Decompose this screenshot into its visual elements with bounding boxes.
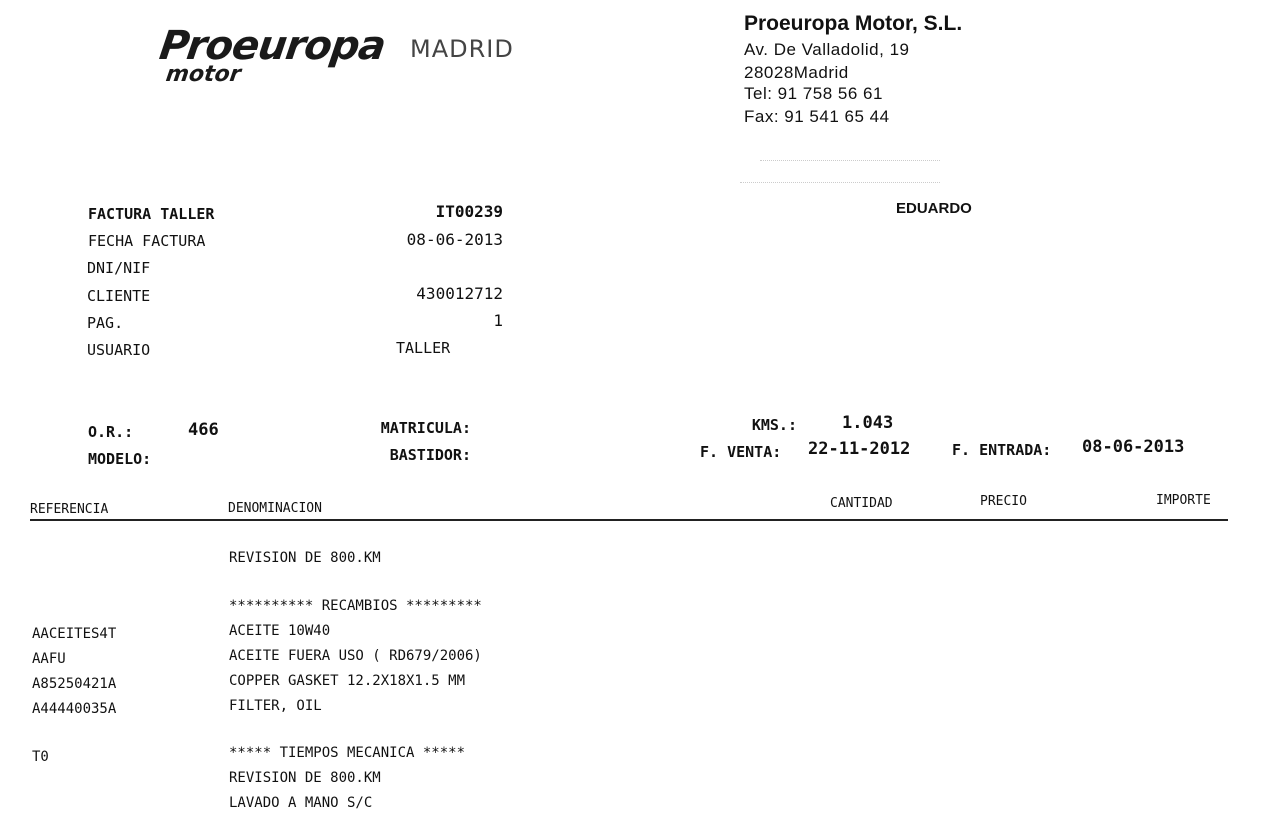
label-kms: KMS.: <box>751 416 797 434</box>
company-fax: Fax: 91 541 65 44 <box>744 107 890 126</box>
f-entrada-value: 08-06-2013 <box>1082 437 1185 457</box>
line-ref: T0 <box>32 749 49 765</box>
company-address: Av. De Valladolid, 19 <box>744 40 910 59</box>
label-dni-nif: DNI/NIF <box>87 259 151 277</box>
label-or: O.R.: <box>88 423 134 441</box>
line-desc: COPPER GASKET 12.2X18X1.5 MM <box>229 673 466 689</box>
col-importe: IMPORTE <box>1156 493 1211 508</box>
invoice-number: IT00239 <box>435 202 503 221</box>
line-ref: AAFU <box>32 651 66 667</box>
line-desc: FILTER, OIL <box>229 698 322 714</box>
company-logo <box>156 23 388 87</box>
f-venta-value: 22-11-2012 <box>808 439 911 459</box>
company-tel: Tel: 91 758 56 61 <box>744 84 883 103</box>
invoice-client: 430012712 <box>416 284 503 303</box>
header-divider <box>30 519 1228 521</box>
line-ref: A44440035A <box>32 701 117 717</box>
faint-stamp-mark <box>760 160 940 162</box>
line-desc: REVISION DE 800.KM <box>229 770 381 786</box>
label-usuario: USUARIO <box>87 341 151 359</box>
label-pag: PAG. <box>87 314 124 332</box>
faint-stamp-mark <box>740 182 940 184</box>
line-desc: LAVADO A MANO S/C <box>229 795 373 811</box>
label-bastidor: BASTIDOR: <box>389 446 471 464</box>
label-f-venta: F. VENTA: <box>700 443 782 461</box>
logo-city: MADRID <box>410 35 514 63</box>
invoice-date: 08-06-2013 <box>406 230 503 249</box>
kms-value: 1.043 <box>842 413 894 433</box>
invoice-user: TALLER <box>396 339 451 357</box>
line-ref: A85250421A <box>32 676 117 692</box>
col-cantidad: CANTIDAD <box>830 496 893 511</box>
logo-sub: motor <box>164 62 243 87</box>
line-desc: ***** TIEMPOS MECANICA ***** <box>229 745 466 761</box>
col-referencia: REFERENCIA <box>30 502 109 517</box>
label-factura-taller: FACTURA TALLER <box>88 205 215 223</box>
line-desc: ACEITE FUERA USO ( RD679/2006) <box>229 648 482 664</box>
logo-brand: Proeuropa <box>156 23 388 69</box>
line-desc: ********** RECAMBIOS ********* <box>229 598 482 614</box>
customer-name: EDUARDO <box>896 200 972 217</box>
company-city: 28028Madrid <box>744 63 849 82</box>
label-cliente: CLIENTE <box>87 287 151 305</box>
label-f-entrada: F. ENTRADA: <box>952 441 1052 459</box>
col-precio: PRECIO <box>980 494 1027 509</box>
line-desc: ACEITE 10W40 <box>229 623 331 639</box>
label-modelo: MODELO: <box>88 450 152 468</box>
label-matricula: MATRICULA: <box>380 419 471 437</box>
line-desc: REVISION DE 800.KM <box>229 550 381 566</box>
col-denominacion: DENOMINACION <box>228 501 322 516</box>
invoice-page: 1 <box>493 311 503 330</box>
or-value: 466 <box>188 420 219 440</box>
company-name: Proeuropa Motor, S.L. <box>744 12 963 35</box>
label-fecha-factura: FECHA FACTURA <box>88 232 206 250</box>
line-ref: AACEITES4T <box>32 626 117 642</box>
